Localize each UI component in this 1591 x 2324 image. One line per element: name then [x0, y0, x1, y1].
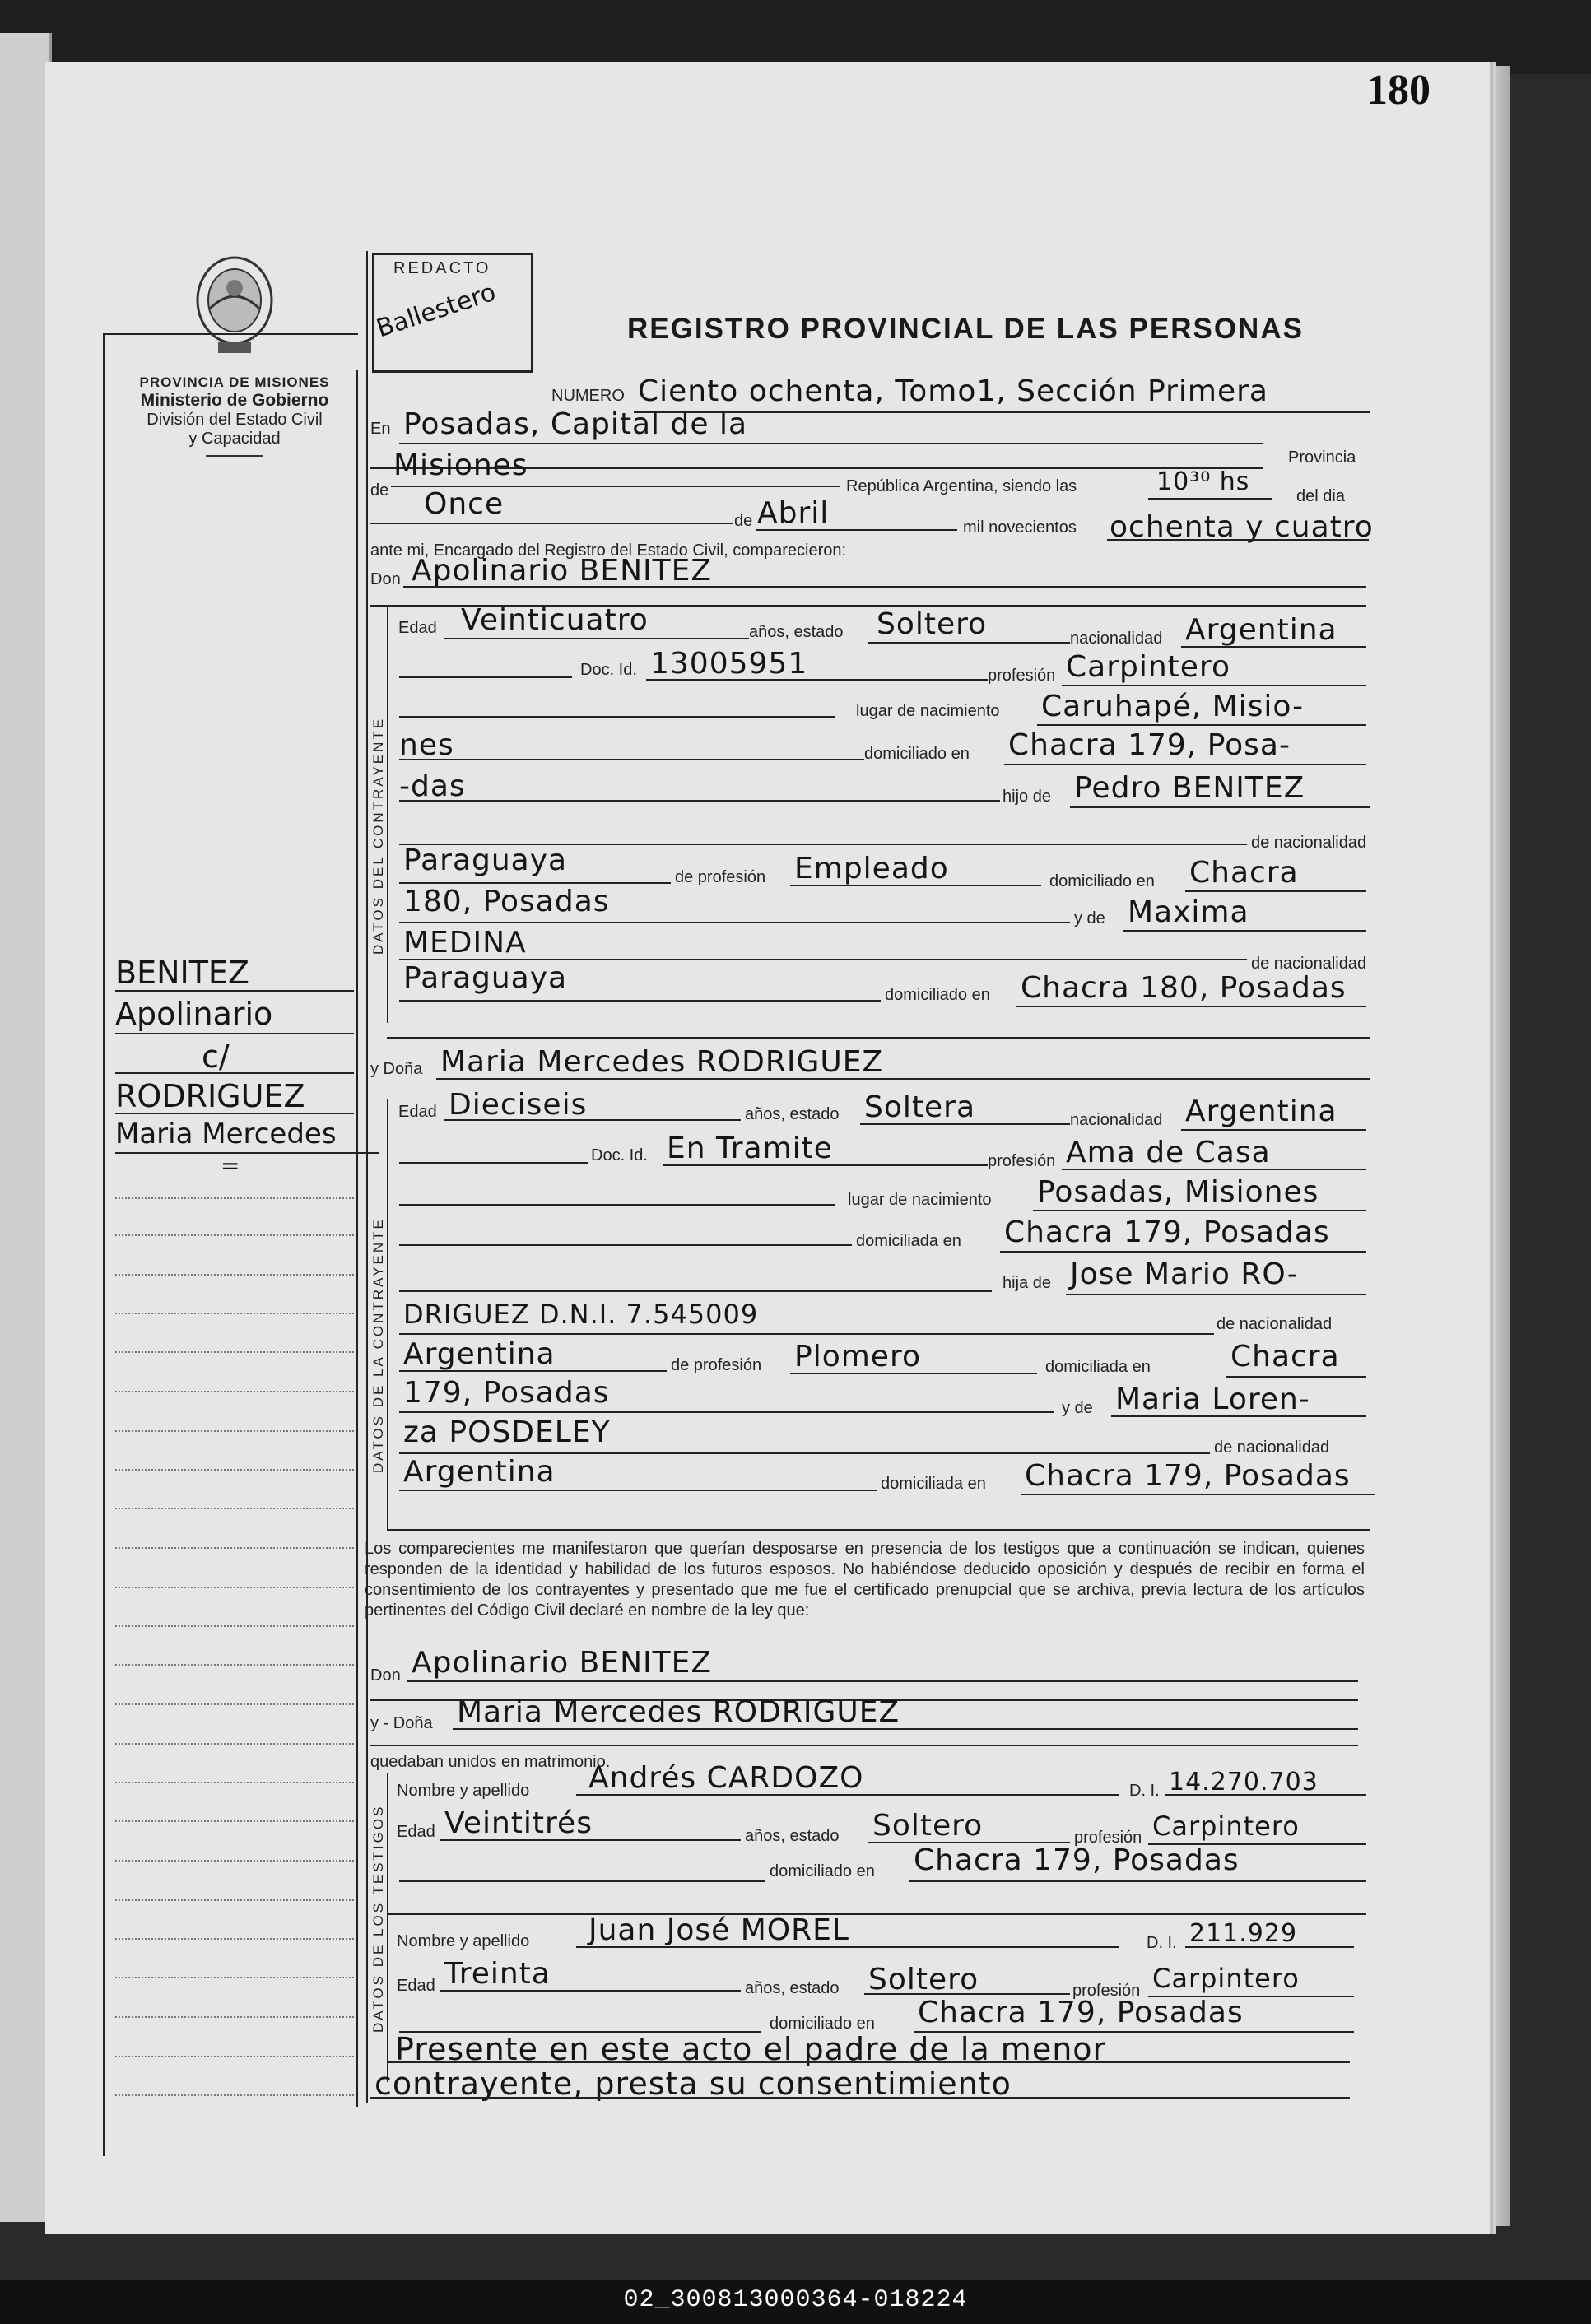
consent-note-1: Presente en este acto el padre de la menor [395, 2031, 1107, 2067]
scan-caption: 02_300813000364-018224 [623, 2286, 968, 2314]
margin-given-name-groom: Apolinario [115, 996, 273, 1032]
bride-father-prof-label: de profesión [671, 1356, 762, 1374]
w2-prof-value: Carpintero [1152, 1963, 1300, 1994]
dona-label: y Doña [370, 1060, 423, 1078]
w2-prof-label: profesión [1072, 1982, 1141, 2000]
issuer-block [115, 374, 354, 457]
w2-edad-value: Treinta [444, 1957, 551, 1991]
bride-prof-value: Ama de Casa [1066, 1136, 1271, 1169]
division-line-1: División del Estado Civil [147, 411, 323, 429]
page-number: 180 [1366, 67, 1431, 114]
groom-father-value: Pedro BENITEZ [1074, 771, 1305, 805]
groom-nac-label: nacionalidad [1070, 630, 1163, 648]
w1-edad-label: Edad [397, 1823, 435, 1841]
w1-edad-value: Veintitrés [444, 1806, 593, 1840]
w1-estado-value: Soltero [872, 1809, 984, 1843]
w1-dom-label: domiciliado en [770, 1862, 875, 1880]
bride-mother-nac-label: de nacionalidad [1214, 1439, 1330, 1457]
bride-mother-dom-value: Chacra 179, Posadas [1025, 1459, 1351, 1493]
bride-nac-value: Argentina [1185, 1095, 1337, 1128]
don-value: Apolinario BENITEZ [412, 554, 713, 588]
groom-lugar-value-2: nes [399, 728, 454, 762]
declaration-paragraph: Los comparecientes me manifestaron que querían desposarse en presencia de los testigos que a continuación se indican, quienes responden de la identidad y habilidad de los futuros esposos. No habiéndose deducido oposición y después de recibir en forma el consentimiento de los contrayentes y presentado que me fue el certificado prenupcial que se archiva, previa lectura de los artículos pertinentes del Código Civil declaré en nombre de la ley que: [365, 1540, 1365, 1620]
groom-mother-dom-value: Chacra 180, Posadas [1021, 971, 1347, 1005]
w1-di-label: D. I. [1129, 1782, 1160, 1800]
bride-edad-label: Edad [398, 1103, 437, 1121]
groom-prof-value: Carpintero [1066, 650, 1230, 684]
w2-anos-label: años, estado [745, 1979, 840, 1997]
groom-doc-label: Doc. Id. [580, 661, 637, 679]
bride-anos-label: años, estado [745, 1105, 840, 1123]
anio-value: ochenta y cuatro [1110, 510, 1374, 544]
mil-novecientos-label: mil novecientos [963, 518, 1077, 537]
groom-father-dom-label: domiciliado en [1049, 872, 1155, 890]
book-cover-edge [0, 33, 52, 2222]
bride-y-de-label: y de [1062, 1399, 1093, 1417]
w2-estado-value: Soltero [868, 1963, 979, 1996]
groom-estado-value: Soltero [877, 607, 988, 641]
vertical-label-contrayente-f: DATOS DE LA CONTRAYENTE [370, 1217, 386, 1473]
w1-dom-value: Chacra 179, Posadas [914, 1843, 1240, 1877]
w2-dom-label: domiciliado en [770, 2015, 875, 2033]
w2-dom-value: Chacra 179, Posadas [918, 1996, 1244, 2029]
w2-name-value: Juan José MOREL [588, 1913, 849, 1947]
w1-di-value: 14.270.703 [1169, 1768, 1319, 1796]
w2-edad-label: Edad [397, 1977, 435, 1995]
bride-father-value-2: DRIGUEZ D.N.I. 7.545009 [403, 1299, 759, 1330]
redacto-signature: Ballestero [373, 277, 500, 344]
vertical-label-contrayente: DATOS DEL CONTRAYENTE [370, 716, 386, 955]
ante-mi-text: ante mi, Encargado del Registro del Estado Civil, comparecieron: [370, 541, 847, 560]
decl-don-label: Don [370, 1666, 401, 1685]
decl-dona-value: Maria Mercedes RODRIGUEZ [457, 1695, 900, 1729]
bride-father-dom-label: domiciliada en [1045, 1358, 1151, 1376]
page-stack-edge [1490, 66, 1510, 2226]
groom-father-dom-value-2: 180, Posadas [403, 885, 610, 918]
dia-value: Once [424, 487, 505, 521]
quedaban-text: quedaban unidos en matrimonio. [370, 1753, 611, 1771]
groom-father-nac-value: Paraguaya [403, 844, 568, 877]
provincial-crest-icon [189, 251, 280, 358]
hija-de-label: hija de [1003, 1274, 1051, 1292]
hijo-de-label: hijo de [1003, 788, 1051, 806]
bride-father-value: Jose Mario RO- [1070, 1257, 1299, 1291]
groom-dom-value: Chacra 179, Posa- [1008, 728, 1291, 762]
groom-mother-dom-label: domiciliado en [885, 986, 990, 1004]
w2-di-value: 211.929 [1189, 1919, 1298, 1948]
groom-father-nac-label: de nacionalidad [1251, 834, 1367, 852]
groom-father-dom-value: Chacra [1189, 856, 1299, 890]
bride-doc-label: Doc. Id. [591, 1146, 648, 1164]
numero-value: Ciento ochenta, Tomo1, Sección Primera [638, 374, 1268, 408]
groom-prof-label: profesión [988, 667, 1056, 685]
margin-surname-bride: RODRIGUEZ [115, 1078, 305, 1114]
bride-mother-dom-label: domiciliada en [881, 1475, 986, 1493]
de-mes-label: de [734, 512, 753, 530]
groom-anos-label: años, estado [749, 623, 844, 641]
bride-mother-value: Maria Loren- [1115, 1383, 1310, 1416]
w1-anos-label: años, estado [745, 1827, 840, 1845]
bride-father-dom-value: Chacra [1230, 1340, 1340, 1373]
margin-surname-groom: BENITEZ [115, 955, 249, 991]
bride-father-dom-value-2: 179, Posadas [403, 1376, 610, 1410]
bride-father-nac-value: Argentina [403, 1337, 556, 1371]
ministry-name: Ministerio de Gobierno [140, 391, 329, 410]
mes-value: Abril [757, 496, 830, 530]
groom-edad-value: Veinticuatro [461, 603, 649, 637]
groom-mother-nac-value: Paraguaya [403, 961, 568, 995]
groom-mother-value-2: MEDINA [403, 926, 527, 960]
groom-lugar-label: lugar de nacimiento [856, 702, 1000, 720]
en-label: En [370, 420, 391, 438]
en-value: Posadas, Capital de la [403, 407, 747, 441]
bride-doc-value: En Tramite [667, 1132, 833, 1165]
bride-mother-nac-value: Argentina [403, 1455, 556, 1489]
bride-lugar-value: Posadas, Misiones [1037, 1175, 1319, 1209]
groom-mother-nac-label: de nacionalidad [1251, 955, 1367, 973]
numero-label: NUMERO [551, 387, 625, 405]
margin-end-mark: = [221, 1152, 240, 1179]
de-label: de [370, 481, 389, 500]
del-dia-label: del dia [1296, 487, 1345, 505]
margin-conjunction: c/ [202, 1039, 230, 1075]
w1-prof-label: profesión [1074, 1829, 1142, 1847]
vertical-label-testigos: DATOS DE LOS TESTIGOS [370, 1804, 386, 2033]
groom-y-de-label: y de [1074, 909, 1105, 927]
decl-don-value: Apolinario BENITEZ [412, 1646, 713, 1680]
bride-nac-label: nacionalidad [1070, 1111, 1163, 1129]
groom-doc-value: 13005951 [650, 647, 808, 681]
provincia-label: Provincia [1288, 449, 1356, 467]
w2-name-label: Nombre y apellido [397, 1932, 530, 1950]
groom-edad-label: Edad [398, 619, 437, 637]
bride-lugar-label: lugar de nacimiento [848, 1191, 992, 1209]
groom-nac-value: Argentina [1185, 613, 1337, 647]
margin-given-name-bride: Maria Mercedes [115, 1118, 337, 1150]
groom-dom-label: domiciliado en [864, 745, 970, 763]
bride-estado-value: Soltera [864, 1090, 976, 1124]
w1-name-label: Nombre y apellido [397, 1782, 530, 1800]
groom-dom-value-2: -das [399, 769, 466, 803]
provincia-value: Misiones [393, 449, 528, 482]
bride-father-nac-label: de nacionalidad [1217, 1315, 1333, 1333]
groom-mother-value: Maxima [1128, 895, 1249, 929]
redacto-label: REDACTO [393, 259, 491, 277]
groom-lugar-value: Caruhapé, Misio- [1041, 690, 1305, 723]
bride-edad-value: Dieciseis [449, 1088, 588, 1122]
don-label: Don [370, 570, 401, 588]
groom-father-prof-label: de profesión [675, 868, 766, 886]
division-line-2: y Capacidad [188, 430, 281, 448]
hora-value: 10³⁰ hs [1156, 467, 1250, 496]
dona-value: Maria Mercedes RODRIGUEZ [440, 1045, 884, 1079]
w1-name-value: Andrés CARDOZO [588, 1761, 864, 1795]
province-line: PROVINCIA DE MISIONES [139, 374, 330, 390]
bride-dom-value: Chacra 179, Posadas [1004, 1215, 1330, 1249]
bride-prof-label: profesión [988, 1152, 1056, 1170]
groom-father-prof-value: Empleado [794, 852, 949, 885]
decl-dona-label: y - Doña [370, 1714, 433, 1732]
bride-mother-value-2: za POSDELEY [403, 1415, 611, 1449]
w1-prof-value: Carpintero [1152, 1810, 1300, 1842]
bride-dom-label: domiciliada en [856, 1232, 961, 1250]
w2-di-label: D. I. [1147, 1934, 1177, 1952]
bride-father-prof-value: Plomero [794, 1340, 921, 1373]
consent-note-2: contrayente, presta su consentimiento [374, 2066, 1012, 2102]
republica-label: República Argentina, siendo las [846, 477, 1077, 495]
document-title: REGISTRO PROVINCIAL DE LAS PERSONAS [627, 313, 1304, 345]
